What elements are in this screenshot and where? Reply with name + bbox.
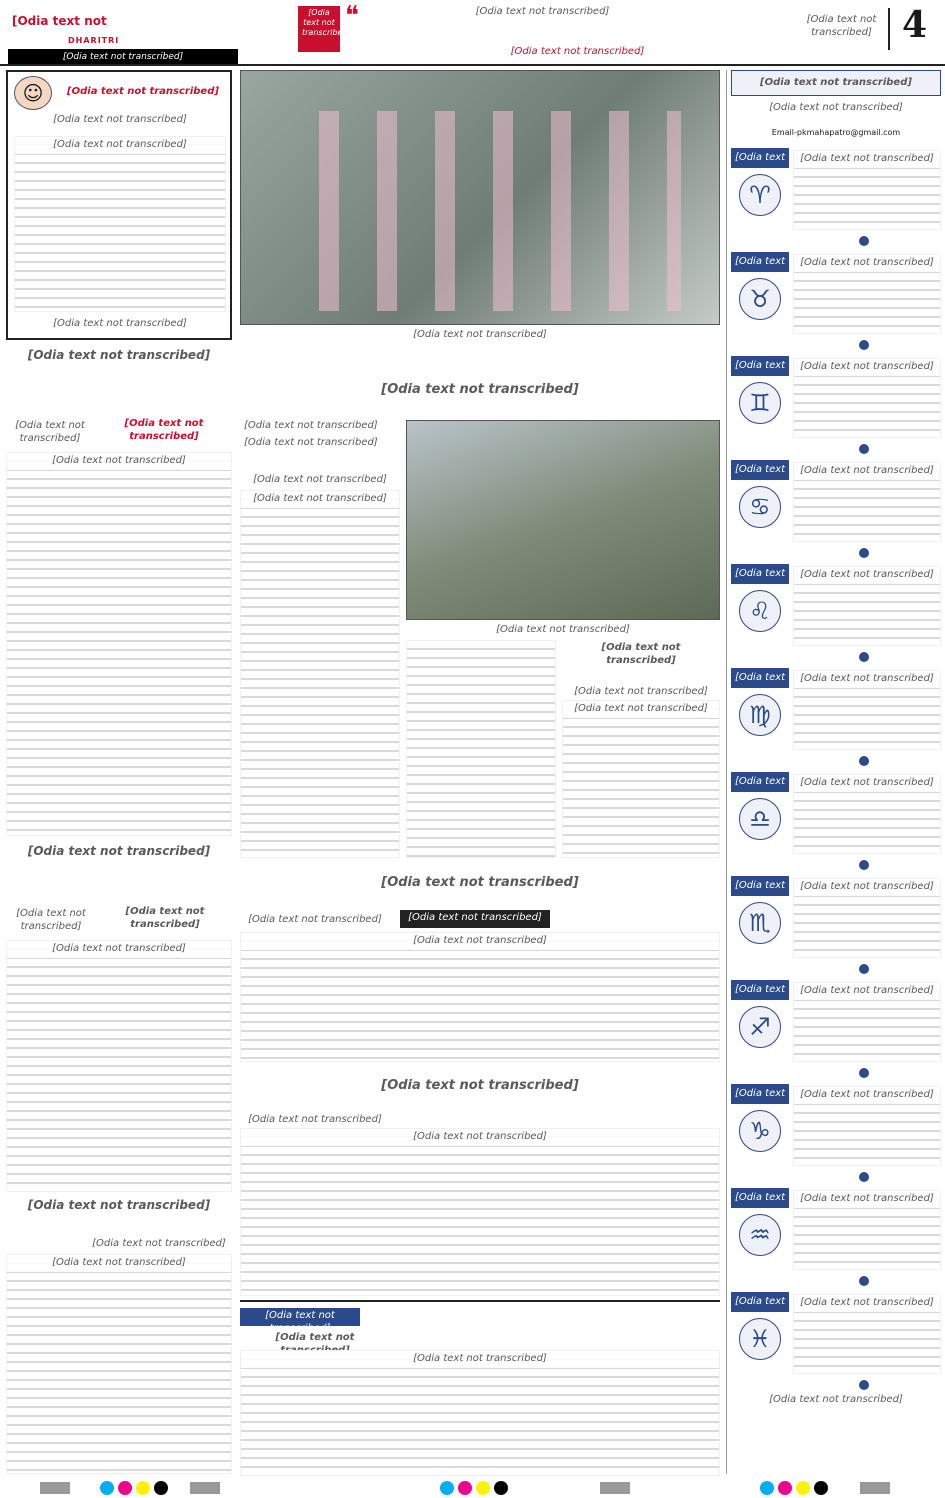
zodiac-sign [731,460,941,560]
cmyk-dot [760,1481,774,1495]
zodiac-sign [731,356,941,456]
group-photo [240,70,720,325]
today-importance-label [298,6,340,40]
aries-icon: ♈ [739,174,781,216]
story-left-1 [6,346,232,836]
print-registration-bar [0,1478,945,1498]
quote-icon: ❝ [345,1,359,31]
story-dilip-headline [240,1064,720,1110]
leo-icon: ♌ [739,590,781,632]
virgo-icon: ♍ [739,694,781,736]
zodiac-prediction [793,1190,941,1270]
zodiac-prediction [793,150,941,230]
zodiac-sign [731,1292,941,1392]
zodiac-prediction [793,774,941,854]
divider-dot [859,340,869,350]
photo-caption [240,327,720,367]
story-left-2 [6,842,232,1192]
story-highcourt-headline [240,862,720,908]
cmyk-dot [778,1481,792,1495]
dateline-bar [8,49,238,65]
cmyk-dot [154,1481,168,1495]
capricorn-icon: ♑ [739,1110,781,1152]
column-body [14,136,226,312]
rashifal-title-bar [731,70,941,96]
front-page-continuation [240,1300,720,1474]
cmyk-dot [136,1481,150,1495]
zodiac-sign [731,772,941,872]
story-left-1-headline [6,346,232,414]
cmyk-dot [796,1481,810,1495]
left-column-feature [6,70,232,340]
story-left-2-sub-headline [98,904,232,938]
zodiac-sign-name [731,564,789,584]
column-subtitle [14,112,226,134]
school-photo-caption [406,622,720,636]
aquarius-icon: ♒ [739,1214,781,1256]
pisces-icon: ♓ [739,1318,781,1360]
section-name [790,12,893,41]
story-highcourt-body [240,932,720,1062]
story-adarsha-bullets [240,418,400,470]
zodiac-prediction [793,462,941,542]
story-adarsha-body [240,490,400,858]
zodiac-sign [731,564,941,664]
story-adarsha-school [240,368,720,858]
zodiac-sign-name [731,1292,789,1312]
zodiac-sign [731,668,941,768]
story-left-3 [6,1196,232,1474]
story-adarsha-body-2 [406,640,556,858]
divider-dot [859,756,869,766]
continuation-headline [240,1330,390,1346]
rashifal-panchang [731,1392,941,1472]
zodiac-sign [731,1188,941,1288]
story-adarsha-headline [240,368,720,416]
rashifal-title [732,71,940,95]
story-left-2-body [6,940,232,1192]
cartoon-icon: ☺ [14,76,52,110]
story-dilip-dateline [240,1112,390,1126]
rashifal-sidebar [726,70,940,1474]
dateline [8,49,238,65]
continuation-body [240,1350,720,1476]
zodiac-prediction [793,254,941,334]
sagittarius-icon: ♐ [739,1006,781,1048]
zodiac-sign [731,980,941,1080]
cmyk-dot [118,1481,132,1495]
zodiac-prediction [793,1086,941,1166]
zodiac-sign-name [731,1188,789,1208]
divider-dot [859,236,869,246]
divider-dot [859,1276,869,1286]
zodiac-prediction [793,566,941,646]
cmyk-dot [100,1481,114,1495]
zodiac-sign-name [731,876,789,896]
divider-dot [859,1172,869,1182]
story-left-3-body [6,1254,232,1474]
today-importance-attribution [440,44,715,58]
zodiac-sign-name [731,252,789,272]
divider-dot [859,444,869,454]
zodiac-prediction [793,982,941,1062]
story-highcourt-dateline [240,912,390,926]
story-left-1-body [6,452,232,836]
today-importance-quote [370,4,715,44]
story-left-3-dateline [86,1236,232,1250]
zodiac-sign [731,876,941,976]
zodiac-sign [731,1084,941,1184]
zodiac-sign [731,148,941,248]
divider-dot [859,1068,869,1078]
story-left-2-headline [6,842,232,904]
masthead [0,0,945,66]
cmyk-dot [814,1481,828,1495]
logo-subtitle: DHARITRI [68,36,120,45]
libra-icon: ♎ [739,798,781,840]
gemini-icon: ♊ [739,382,781,424]
story-adarsha-sub-body [562,700,720,858]
divider-dot [859,964,869,974]
cmyk-dot [494,1481,508,1495]
zodiac-sign-name [731,668,789,688]
story-highcourt [240,862,720,1062]
story-adarsha-sub-dateline [562,684,720,698]
divider-dot [859,652,869,662]
zodiac-prediction [793,878,941,958]
rashifal-astrologer [731,100,941,126]
zodiac-sign-name [731,980,789,1000]
cmyk-dot [476,1481,490,1495]
zodiac-sign-name [731,1084,789,1104]
newspaper-logo [8,2,158,48]
zodiac-sign-name [731,148,789,168]
scorpio-icon: ♏ [739,902,781,944]
taurus-icon: ♉ [739,278,781,320]
story-left-2-dateline [6,906,96,924]
story-adarsha-dateline [240,472,400,488]
cmyk-dot [440,1481,454,1495]
zodiac-sign-name [731,772,789,792]
story-left-1-dateline [6,418,94,448]
zodiac-sign [731,252,941,352]
divider-dot [859,1380,869,1390]
zodiac-sign-name [731,460,789,480]
column-title [58,76,228,108]
zodiac-sign-name [731,356,789,376]
today-importance-badge [298,6,340,52]
divider-dot [859,548,869,558]
cmyk-dot [458,1481,472,1495]
school-photo [406,420,720,620]
column-footer [14,316,226,336]
page-number: 4 [902,4,928,46]
story-adarsha-sub-headline [562,640,720,682]
continuation-label [240,1308,360,1326]
rashifal-email: Email-pkmahapatro@gmail.com [771,128,901,137]
section-header [790,4,940,54]
story-left-3-headline [6,1196,232,1234]
zodiac-prediction [793,358,941,438]
divider-dot [859,860,869,870]
story-dilip [240,1064,720,1296]
story-left-1-sub-headline [96,416,232,450]
zodiac-prediction [793,670,941,750]
cancer-icon: ♋ [739,486,781,528]
story-highcourt-badge [400,910,550,928]
story-dilip-body [240,1128,720,1296]
zodiac-prediction [793,1294,941,1374]
